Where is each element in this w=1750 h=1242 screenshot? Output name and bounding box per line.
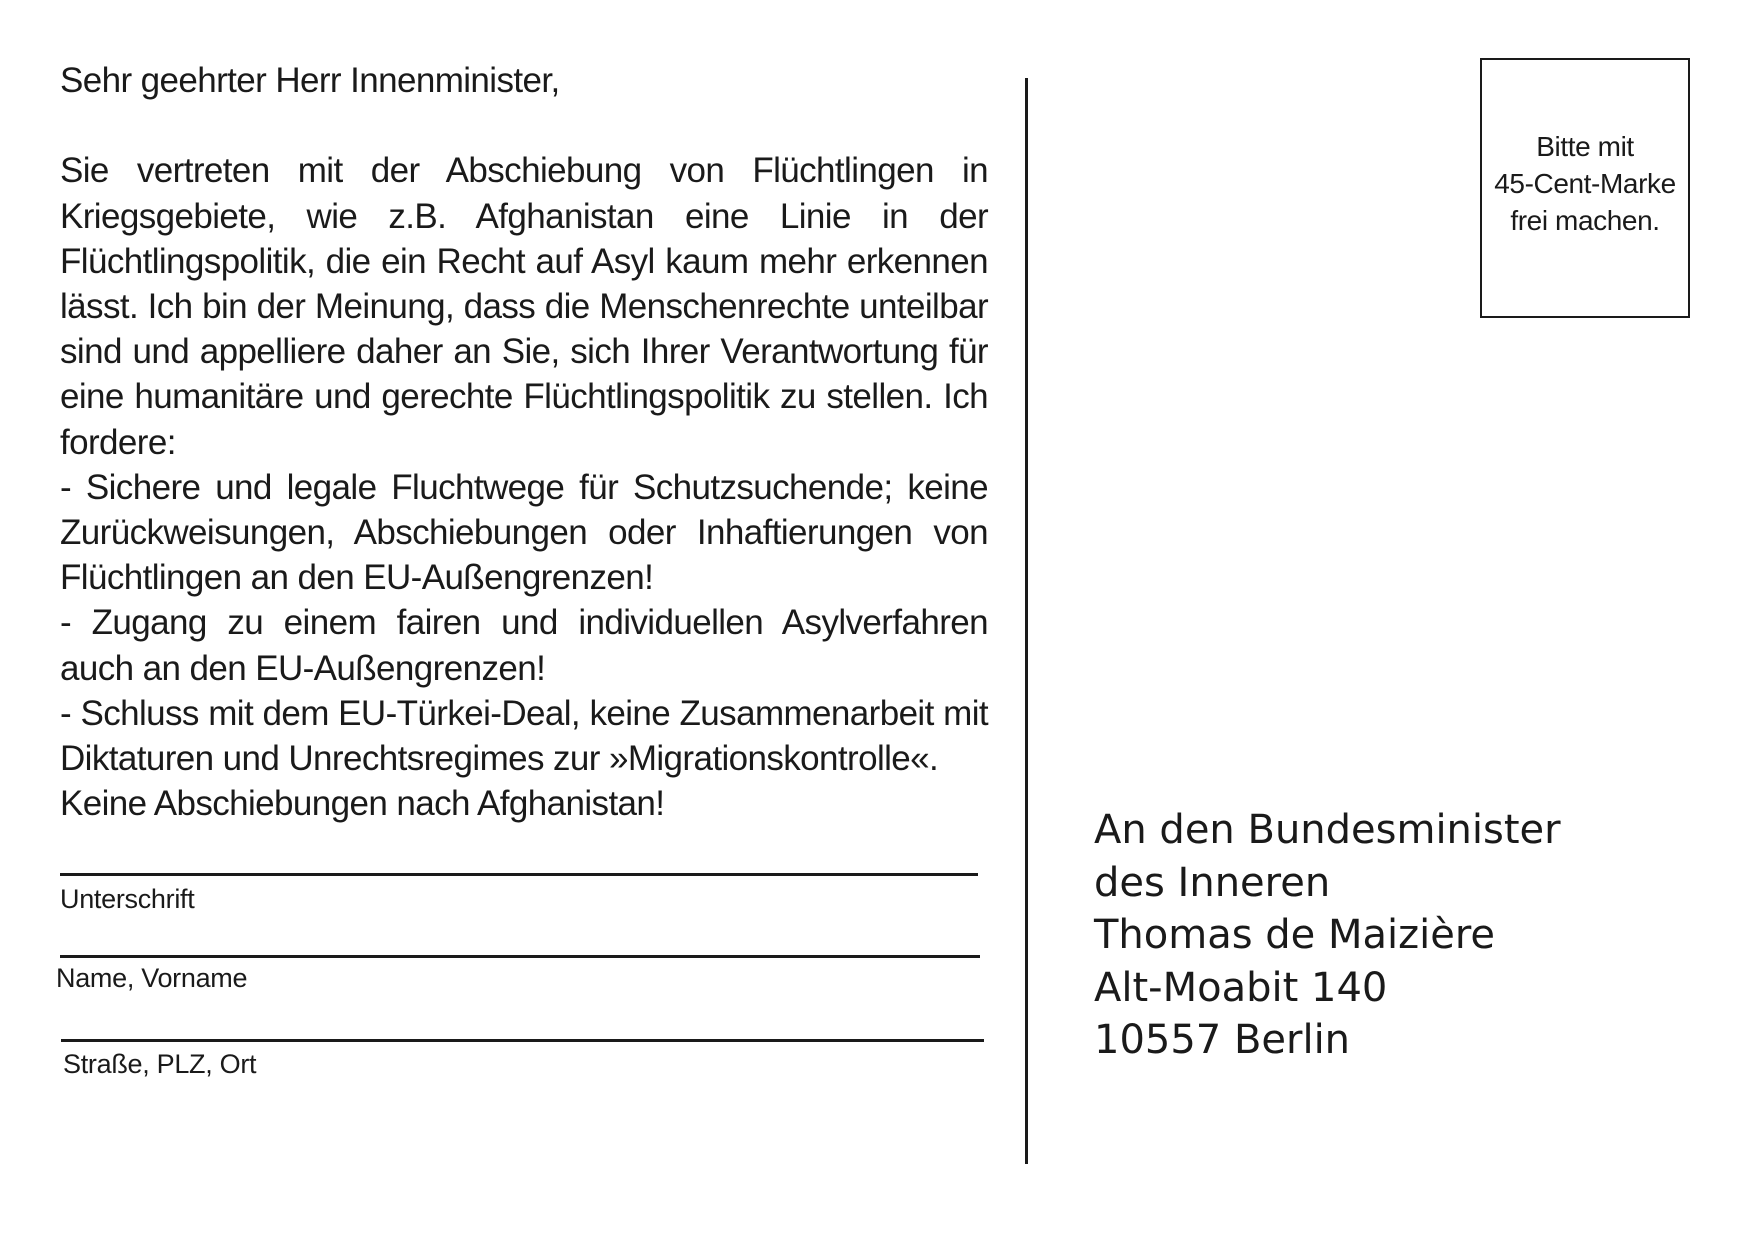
name-label: Name, Vorname bbox=[56, 963, 248, 993]
demand-item: - Schluss mit dem EU-Türkei-Deal, keine Zusammenarbeit mit Diktaturen und Unrechtsregimes zur »Migrationskontrolle«. bbox=[60, 693, 988, 779]
stamp-box bbox=[1480, 58, 1690, 318]
letter-text bbox=[60, 58, 988, 826]
recipient-address bbox=[1094, 804, 1561, 1067]
postcard-divider bbox=[1025, 78, 1028, 1164]
name-line[interactable] bbox=[60, 955, 980, 958]
letter-greeting: Sehr geehrter Herr Innenminister, bbox=[60, 61, 560, 100]
recipient-line: An den Bundesminister bbox=[1094, 807, 1561, 853]
letter-closing: Keine Abschiebungen nach Afghanistan! bbox=[60, 784, 665, 824]
signature-line[interactable] bbox=[60, 873, 978, 876]
demand-item: - Zugang zu einem fairen und individuellen Asylverfahren auch an den EU-Außengrenzen! bbox=[60, 603, 988, 688]
recipient-line: des Inneren bbox=[1094, 859, 1331, 906]
stamp-instruction: Bitte mit 45-Cent-Marke frei machen. bbox=[1494, 131, 1676, 236]
address-line[interactable] bbox=[61, 1039, 984, 1042]
letter-paragraph: Sie vertreten mit der Abschiebung von Flüchtlingen in Kriegsgebiete, wie z.B. Afghanistan eine Linie in der Flüchtlingspolitik, die ein Recht auf Asyl kaum mehr erkennen lässt. Ich bin der Meinung, dass die Menschenrechte unteilbar sind und appelliere daher an Sie, sich Ihrer Verantwortung für eine humanitäre und gerechte Flüchtlingspolitik zu stellen. Ich fordere: bbox=[60, 151, 988, 462]
recipient-name: Thomas de Maizière bbox=[1094, 912, 1496, 958]
demand-item: - Sichere und legale Fluchtwege für Schutzsuchende; keine Zurückweisungen, Abschiebungen oder Inhaftierungen von Flüchtlingen an den EU-Außengrenzen! bbox=[60, 467, 988, 598]
signature-label: Unterschrift bbox=[60, 884, 195, 914]
address-label: Straße, PLZ, Ort bbox=[63, 1049, 257, 1079]
recipient-city: 10557 Berlin bbox=[1094, 1017, 1351, 1063]
recipient-street: Alt-Moabit 140 bbox=[1094, 964, 1388, 1011]
